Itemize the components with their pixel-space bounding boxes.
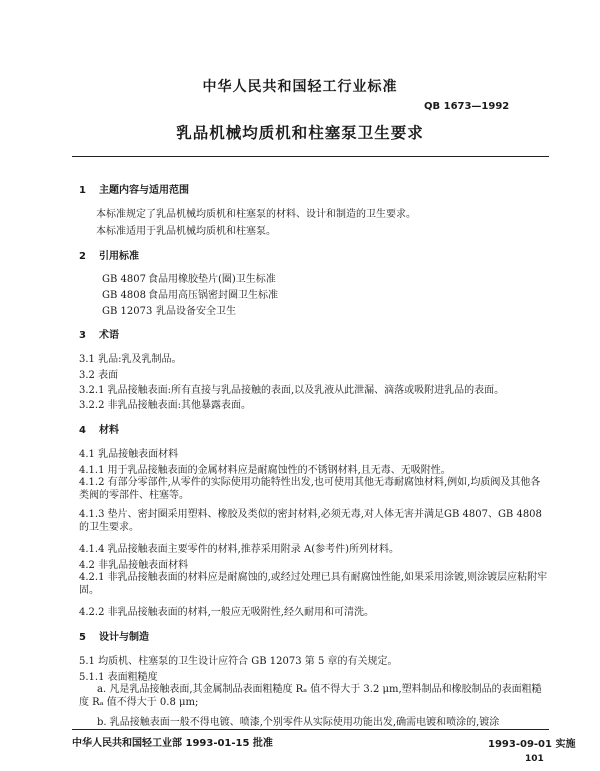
section-1-paragraph-1: 本标准规定了乳品机械均质机和柱塞泵的材料、设计和制造的卫生要求。 bbox=[96, 209, 416, 220]
reference-code: GB 4807 bbox=[102, 274, 146, 285]
clause-3-2: 3.2 表面 bbox=[79, 370, 119, 381]
clause-5-1-1-a: a. 凡是乳品接触表面,其金属制品表面粗糙度 Rₐ 值不得大于 3.2 μm,塑料制品和橡胶制品的表面粗糙度 Rₐ 值不得大于 0.8 μm; bbox=[79, 684, 542, 708]
section-title: 引用标准 bbox=[99, 251, 139, 262]
section-title: 设计与制造 bbox=[99, 632, 149, 643]
implementation-date: 1993-09-01 实施 bbox=[488, 739, 576, 750]
section-4-heading bbox=[79, 421, 119, 436]
clause-4-1-2: 4.1.2 有部分零部件,从零件的实际使用功能特性出发,也可使用其他无毒耐腐蚀材料,例如,均质阀及其他各类阀的零部件、柱塞等。 bbox=[79, 477, 541, 501]
reference-item bbox=[102, 302, 236, 317]
reference-name: 食品用高压锅密封圈卫生标准 bbox=[148, 290, 278, 301]
clause-3-1: 3.1 乳品:乳及乳制品。 bbox=[79, 354, 182, 365]
reference-item bbox=[102, 270, 276, 285]
reference-code: GB 12073 bbox=[102, 306, 153, 317]
header-rule bbox=[72, 156, 549, 157]
clause-5-1: 5.1 均质机、柱塞泵的卫生设计应符合 GB 12073 第 5 章的有关规定。 bbox=[79, 656, 398, 667]
clause-4-1-3: 4.1.3 垫片、密封圈采用塑料、橡胶及类似的密封材料,必须无毒,对人体无害并满足GB 4807、GB 4808的卫生要求。 bbox=[79, 509, 542, 533]
page-number: 101 bbox=[525, 754, 544, 764]
clause-3-2-2: 3.2.2 非乳品接触表面:其他暴露表面。 bbox=[79, 400, 251, 411]
clause-4-2-1: 4.2.1 非乳品接触表面的材料应是耐腐蚀的,或经过处理已具有耐腐蚀性能,如果采用涂镀,则涂镀层应粘附牢固。 bbox=[79, 572, 548, 596]
section-number: 4 bbox=[79, 425, 86, 436]
section-5-heading bbox=[79, 628, 149, 643]
clause-4-1-1: 4.1.1 用于乳品接触表面的金属材料应是耐腐蚀性的不锈钢材料,且无毒、无吸附性。 bbox=[79, 465, 451, 476]
reference-name: 食品用橡胶垫片(圈)卫生标准 bbox=[148, 274, 276, 285]
clause-4-2-2: 4.2.2 非乳品接触表面的材料,一般应无吸附性,经久耐用和可清洗。 bbox=[79, 607, 374, 618]
clause-5-1-1: 5.1.1 表面粗糙度 bbox=[79, 672, 158, 683]
reference-name: 乳品设备安全卫生 bbox=[156, 306, 236, 317]
section-3-heading bbox=[79, 326, 119, 341]
section-2-heading bbox=[79, 247, 139, 262]
section-title: 术语 bbox=[99, 330, 119, 341]
issuing-organization: 中华人民共和国轻工行业标准 bbox=[202, 79, 398, 95]
section-title: 主题内容与适用范围 bbox=[99, 185, 189, 196]
clause-4-1: 4.1 乳品接触表面材料 bbox=[79, 449, 179, 460]
reference-item bbox=[102, 286, 278, 301]
section-title: 材料 bbox=[99, 425, 119, 436]
section-number: 3 bbox=[79, 330, 86, 341]
clause-5-1-1-b: b. 乳品接触表面一般不得电镀、喷漆,个别零件从实际使用功能出发,确需电镀和喷涂的,镀涂 bbox=[97, 717, 500, 728]
section-number: 5 bbox=[79, 632, 86, 643]
section-number: 2 bbox=[79, 251, 86, 262]
approval-statement: 中华人民共和国轻工业部 1993-01-15 批准 bbox=[72, 738, 273, 749]
section-number: 1 bbox=[79, 185, 86, 196]
clause-4-2: 4.2 非乳品接触表面材料 bbox=[79, 560, 189, 571]
clause-3-2-1: 3.2.1 乳品接触表面:所有直接与乳品接触的表面,以及乳液从此泄漏、滴落或吸附进乳品的表面。 bbox=[79, 385, 505, 396]
footer-rule bbox=[72, 729, 549, 730]
reference-code: GB 4808 bbox=[102, 290, 146, 301]
section-1-heading bbox=[79, 181, 189, 196]
standard-number: QB 1673—1992 bbox=[424, 101, 510, 112]
clause-4-1-4: 4.1.4 乳品接触表面主要零件的材料,推荐采用附录 A(参考件)所列材料。 bbox=[79, 544, 400, 555]
section-1-paragraph-2: 本标准适用于乳品机械均质机和柱塞泵。 bbox=[96, 226, 276, 237]
document-title: 乳品机械均质机和柱塞泵卫生要求 bbox=[176, 124, 424, 142]
